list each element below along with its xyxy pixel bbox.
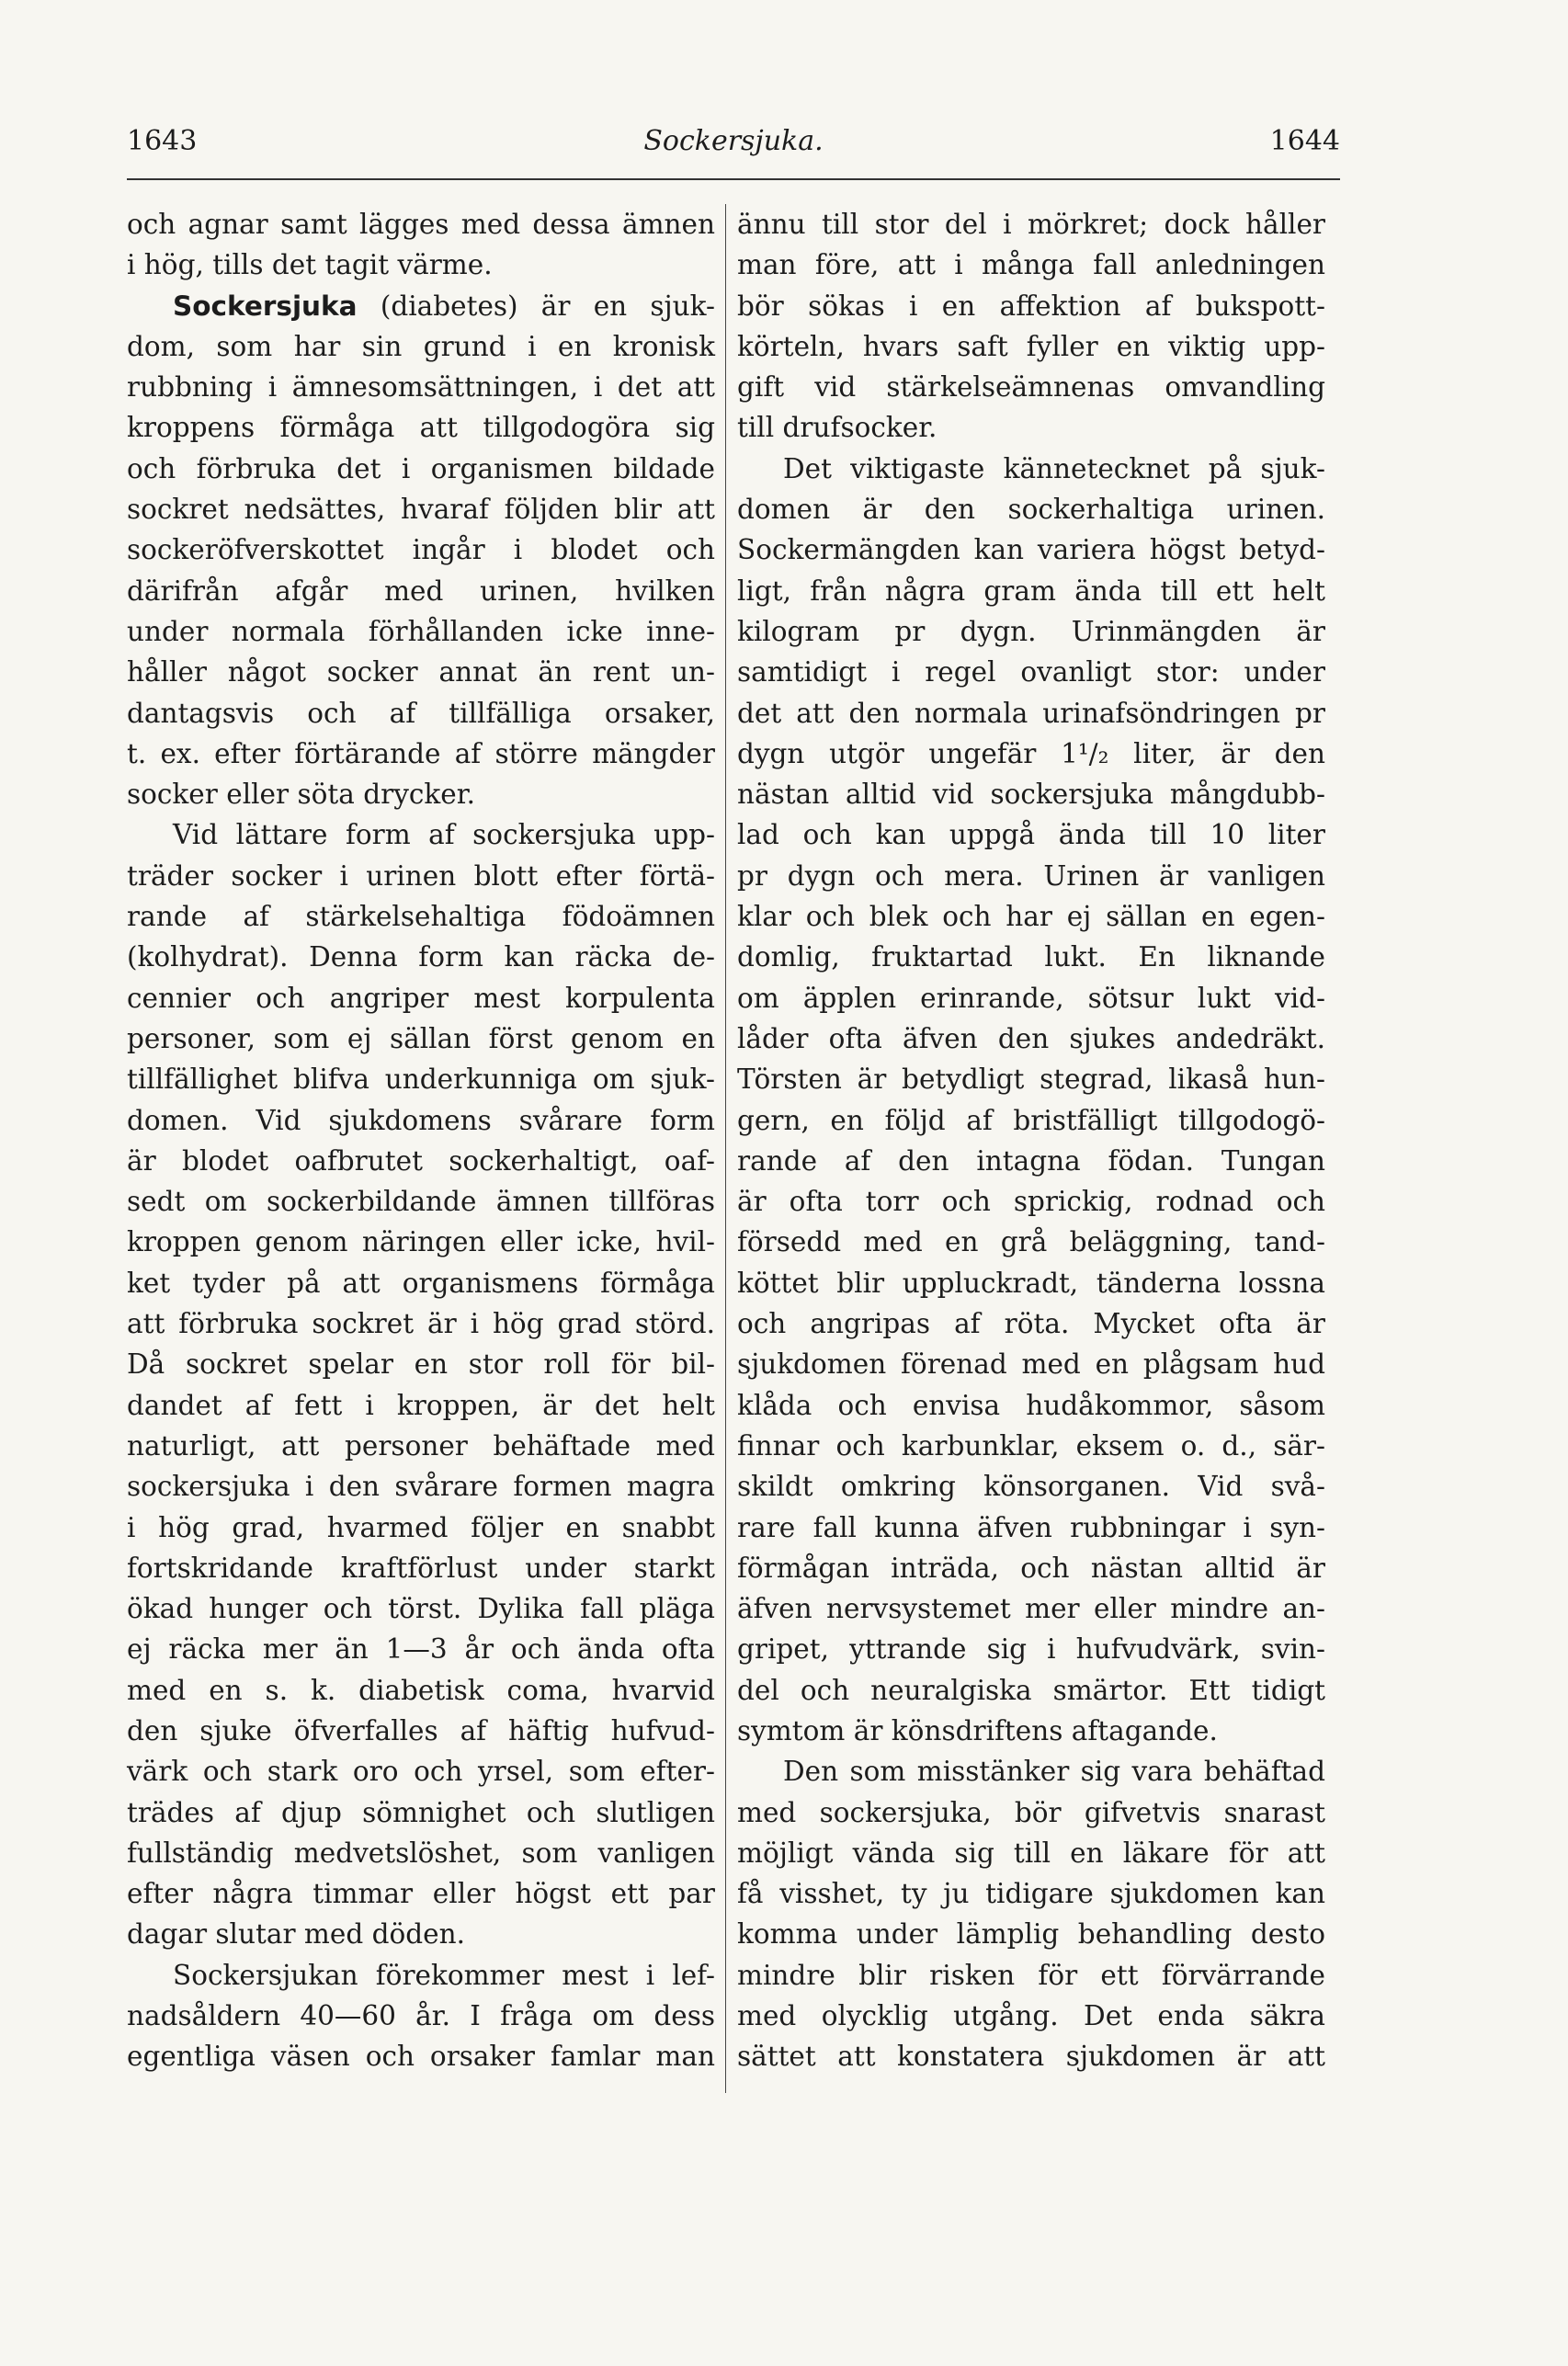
text-line bbox=[737, 1670, 1325, 1711]
text-line bbox=[127, 367, 715, 407]
line-text: klar och blek och har ej sällan en egen- bbox=[737, 901, 1325, 933]
text-line bbox=[127, 1263, 715, 1303]
line-text: försedd med en grå beläggning, tand- bbox=[737, 1226, 1325, 1258]
text-line bbox=[737, 1873, 1325, 1914]
text-line bbox=[737, 1833, 1325, 1873]
text-line bbox=[737, 407, 1325, 448]
line-text: med sockersjuka, bör gifvetvis snarast bbox=[737, 1796, 1325, 1828]
line-text: dagar slutar med döden. bbox=[127, 1918, 465, 1951]
line-text: domen är den sockerhaltiga urinen. bbox=[737, 494, 1325, 526]
text-line bbox=[127, 245, 715, 285]
text-line bbox=[127, 2036, 715, 2076]
line-text: mindre blir risken för ett förvärrande bbox=[737, 1959, 1325, 1991]
line-text: gripet, yttrande sig i hufvudvärk, svin- bbox=[737, 1633, 1325, 1666]
text-line bbox=[127, 774, 715, 814]
text-line bbox=[127, 937, 715, 977]
line-text: dandet af fett i kroppen, är det helt bbox=[127, 1389, 715, 1421]
line-text: sockersjuka i den svårare formen magra bbox=[127, 1471, 715, 1503]
text-line bbox=[127, 1873, 715, 1914]
text-line bbox=[127, 529, 715, 570]
line-text: Sockermängden kan variera högst betyd- bbox=[737, 534, 1325, 566]
line-text: få visshet, ty ju tidigare sjukdomen kan bbox=[737, 1878, 1325, 1910]
line-text: Det viktigaste kännetecknet på sjuk- bbox=[783, 452, 1325, 484]
line-text: finnar och karbunklar, eksem o. d., sär- bbox=[737, 1429, 1325, 1462]
line-text: och förbruka det i organismen bildade bbox=[127, 452, 715, 484]
line-text: nästan alltid vid sockersjuka mångdubb- bbox=[737, 779, 1325, 811]
left-page-number: 1643 bbox=[127, 125, 198, 157]
column-divider bbox=[725, 204, 726, 2093]
line-text: sättet att konstatera sjukdomen är att bbox=[737, 2041, 1325, 2073]
text-line bbox=[127, 1303, 715, 1344]
line-text: det att den normala urinafsöndringen pr bbox=[737, 697, 1325, 729]
text-line bbox=[737, 611, 1325, 652]
text-line bbox=[737, 1344, 1325, 1384]
text-line bbox=[127, 978, 715, 1018]
text-line bbox=[127, 1792, 715, 1833]
text-line bbox=[127, 571, 715, 611]
text-line bbox=[127, 1466, 715, 1507]
text-line bbox=[127, 1385, 715, 1426]
text-line bbox=[127, 326, 715, 367]
line-text: t. ex. efter förtärande af större mängder bbox=[127, 737, 715, 769]
line-text: Vid lättare form af sockersjuka upp- bbox=[173, 819, 715, 851]
text-line bbox=[127, 204, 715, 245]
line-text: domen. Vid sjukdomens svårare form bbox=[127, 1104, 715, 1136]
text-line bbox=[737, 571, 1325, 611]
text-line bbox=[127, 1507, 715, 1548]
line-text: ej räcka mer än 1—3 år och ända ofta bbox=[127, 1633, 715, 1666]
text-line bbox=[737, 1751, 1325, 1792]
text-line bbox=[737, 1385, 1325, 1426]
text-line bbox=[737, 652, 1325, 692]
text-line bbox=[127, 734, 715, 774]
text-line bbox=[737, 937, 1325, 977]
line-text: ket tyder på att organismens förmåga bbox=[127, 1267, 715, 1299]
text-line bbox=[737, 1466, 1325, 1507]
line-text: bör sökas i en affektion af bukspott- bbox=[737, 290, 1325, 322]
line-text: nadsåldern 40—60 år. I fråga om dess bbox=[127, 2000, 715, 2032]
line-text: och agnar samt lägges med dessa ämnen bbox=[127, 209, 715, 240]
line-text: Den som misstänker sig vara behäftad bbox=[783, 1756, 1325, 1788]
text-line bbox=[737, 204, 1325, 245]
line-text: träder socker i urinen blott efter förtä- bbox=[127, 859, 715, 892]
text-line bbox=[737, 978, 1325, 1018]
text-line bbox=[127, 1629, 715, 1669]
line-text: rande af stärkelsehaltiga födoämnen bbox=[127, 901, 715, 933]
text-line bbox=[737, 245, 1325, 285]
line-text: rande af den intagna födan. Tungan bbox=[737, 1144, 1325, 1177]
text-line bbox=[127, 1711, 715, 1751]
text-line bbox=[737, 1996, 1325, 2036]
line-text: kroppens förmåga att tillgodogöra sig bbox=[127, 412, 715, 444]
line-text: Sockersjukan förekommer mest i lef- bbox=[173, 1959, 715, 1991]
text-line bbox=[737, 1263, 1325, 1303]
text-line bbox=[127, 1344, 715, 1384]
line-text: man före, att i många fall anledningen bbox=[737, 249, 1325, 281]
line-text: äfven nervsystemet mer eller mindre an- bbox=[737, 1593, 1325, 1625]
line-text: del och neuralgiska smärtor. Ett tidigt bbox=[737, 1674, 1325, 1706]
line-text: (kolhydrat). Denna form kan räcka de- bbox=[127, 941, 715, 973]
text-line bbox=[737, 814, 1325, 855]
text-line bbox=[127, 1670, 715, 1711]
line-text: dom, som har sin grund i en kronisk bbox=[127, 330, 715, 362]
line-text: rubbning i ämnesomsättningen, i det att bbox=[127, 371, 715, 404]
line-text: lad och kan uppgå ända till 10 liter bbox=[737, 819, 1325, 851]
text-line bbox=[127, 1059, 715, 1099]
text-line bbox=[127, 814, 715, 855]
line-text: till drufsocker. bbox=[737, 412, 937, 444]
line-text: möjligt vända sig till en läkare för att bbox=[737, 1837, 1325, 1869]
text-line bbox=[127, 1955, 715, 1996]
line-text: låder ofta äfven den sjukes andedräkt. bbox=[737, 1022, 1325, 1054]
text-line bbox=[737, 1792, 1325, 1833]
line-text: ligt, från några gram ända till ett helt bbox=[737, 574, 1325, 607]
line-text: att förbruka sockret är i hög grad störd. bbox=[127, 1308, 715, 1340]
line-text: symtom är könsdriftens aftagande. bbox=[737, 1714, 1218, 1746]
line-text: sjukdomen förenad med en plågsam hud bbox=[737, 1348, 1325, 1381]
line-text: är ofta torr och sprickig, rodnad och bbox=[737, 1186, 1325, 1218]
text-line bbox=[127, 407, 715, 448]
line-text: kroppen genom näringen eller icke, hvil- bbox=[127, 1226, 715, 1258]
text-line bbox=[737, 286, 1325, 326]
line-text: körteln, hvars saft fyller en viktig upp- bbox=[737, 330, 1325, 362]
text-line bbox=[737, 1222, 1325, 1262]
line-text: rare fall kunna äfven rubbningar i syn- bbox=[737, 1511, 1325, 1543]
text-line bbox=[737, 1629, 1325, 1669]
line-text: cennier och angriper mest korpulenta bbox=[127, 982, 715, 1014]
text-line bbox=[127, 1548, 715, 1588]
line-text: om äpplen erinrande, sötsur lukt vid- bbox=[737, 982, 1325, 1014]
line-text: pr dygn och mera. Urinen är vanligen bbox=[737, 859, 1325, 892]
right-page-number: 1644 bbox=[1269, 125, 1340, 157]
line-text: är blodet oafbrutet sockerhaltigt, oaf- bbox=[127, 1144, 715, 1177]
line-text: Törsten är betydligt stegrad, likaså hun- bbox=[737, 1064, 1325, 1096]
right-column bbox=[737, 204, 1325, 2077]
line-text: ökad hunger och törst. Dylika fall pläga bbox=[127, 1593, 715, 1625]
line-text: värk och stark oro och yrsel, som efter- bbox=[127, 1756, 715, 1788]
line-text: kilogram pr dygn. Urinmängden är bbox=[737, 615, 1325, 647]
line-text: sockret nedsättes, hvaraf följden blir att bbox=[127, 494, 715, 526]
line-text: gift vid stärkelseämnenas omvandling bbox=[737, 371, 1325, 404]
line-text: gern, en följd af bristfälligt tillgodogö- bbox=[737, 1104, 1325, 1136]
line-text: efter några timmar eller högst ett par bbox=[127, 1878, 715, 1910]
entry-headword: Sockersjuka bbox=[173, 290, 358, 322]
text-line bbox=[737, 326, 1325, 367]
line-text: köttet blir uppluckradt, tänderna lossna bbox=[737, 1267, 1325, 1299]
line-text: naturligt, att personer behäftade med bbox=[127, 1429, 715, 1462]
text-line bbox=[737, 1100, 1325, 1141]
text-line bbox=[737, 1588, 1325, 1629]
text-line bbox=[127, 1914, 715, 1954]
text-line bbox=[127, 489, 715, 529]
text-line bbox=[127, 1222, 715, 1262]
line-text: i hög, tills det tagit värme. bbox=[127, 249, 493, 281]
text-line bbox=[737, 1141, 1325, 1181]
line-text: sockeröfverskottet ingår i blodet och bbox=[127, 534, 715, 566]
text-line bbox=[127, 1426, 715, 1466]
line-text: dantagsvis och af tillfälliga orsaker, bbox=[127, 697, 715, 729]
text-line bbox=[737, 693, 1325, 734]
line-text: (diabetes) är en sjuk- bbox=[357, 290, 715, 322]
line-text: domlig, fruktartad lukt. En liknande bbox=[737, 941, 1325, 973]
text-line bbox=[737, 856, 1325, 896]
line-text: med olycklig utgång. Det enda säkra bbox=[737, 2000, 1325, 2032]
text-line bbox=[737, 896, 1325, 937]
header-rule bbox=[127, 178, 1340, 180]
line-text: egentliga väsen och orsaker famlar man bbox=[127, 2041, 715, 2073]
line-text: den sjuke öfverfalles af häftig hufvud- bbox=[127, 1714, 715, 1746]
text-line bbox=[737, 2036, 1325, 2076]
text-line bbox=[127, 1100, 715, 1141]
line-text: Då sockret spelar en stor roll för bil- bbox=[127, 1348, 715, 1381]
line-text: komma under lämplig behandling desto bbox=[737, 1918, 1325, 1951]
line-text: tillfällighet blifva underkunniga om sjuk- bbox=[127, 1064, 715, 1096]
text-line bbox=[737, 1914, 1325, 1954]
text-line bbox=[127, 1833, 715, 1873]
text-line bbox=[737, 449, 1325, 489]
text-line bbox=[737, 529, 1325, 570]
text-line bbox=[127, 1996, 715, 2036]
line-text: skildt omkring könsorganen. Vid svå- bbox=[737, 1471, 1325, 1503]
line-text: under normala förhållanden icke inne- bbox=[127, 615, 715, 647]
text-line bbox=[737, 734, 1325, 774]
text-line bbox=[737, 1426, 1325, 1466]
text-line bbox=[127, 286, 715, 326]
line-text: fullständig medvetslöshet, som vanligen bbox=[127, 1837, 715, 1869]
text-line bbox=[127, 1751, 715, 1792]
left-column bbox=[127, 204, 715, 2077]
line-text: i hög grad, hvarmed följer en snabbt bbox=[127, 1511, 715, 1543]
line-text: håller något socker annat än rent un- bbox=[127, 656, 715, 688]
line-text: samtidigt i regel ovanligt stor: under bbox=[737, 656, 1325, 688]
line-text: personer, som ej sällan först genom en bbox=[127, 1022, 715, 1054]
line-text: med en s. k. diabetisk coma, hvarvid bbox=[127, 1674, 715, 1706]
line-text: fortskridande kraftförlust under starkt bbox=[127, 1552, 715, 1584]
running-title: Sockersjuka. bbox=[643, 125, 824, 157]
text-line bbox=[737, 1548, 1325, 1588]
text-line bbox=[127, 856, 715, 896]
text-line bbox=[737, 1303, 1325, 1344]
text-line bbox=[737, 367, 1325, 407]
line-text: dygn utgör ungefär 1¹/₂ liter, är den bbox=[737, 737, 1325, 769]
line-text: sedt om sockerbildande ämnen tillföras bbox=[127, 1186, 715, 1218]
line-text: och angripas af röta. Mycket ofta är bbox=[737, 1308, 1325, 1340]
text-line bbox=[127, 1181, 715, 1222]
text-line bbox=[737, 1955, 1325, 1996]
text-line bbox=[737, 1059, 1325, 1099]
text-line bbox=[127, 652, 715, 692]
line-text: socker eller söta drycker. bbox=[127, 779, 475, 811]
text-line bbox=[737, 489, 1325, 529]
text-line bbox=[127, 896, 715, 937]
text-line bbox=[737, 1181, 1325, 1222]
line-text: klåda och envisa hudåkommor, såsom bbox=[737, 1389, 1325, 1421]
text-line bbox=[737, 774, 1325, 814]
text-line bbox=[127, 1588, 715, 1629]
text-line bbox=[127, 1141, 715, 1181]
line-text: därifrån afgår med urinen, hvilken bbox=[127, 574, 715, 607]
page-header bbox=[127, 125, 1340, 171]
text-line bbox=[127, 611, 715, 652]
text-line bbox=[737, 1507, 1325, 1548]
text-line bbox=[127, 1018, 715, 1059]
text-line bbox=[127, 693, 715, 734]
text-line bbox=[127, 449, 715, 489]
line-text: trädes af djup sömnighet och slutligen bbox=[127, 1796, 715, 1828]
line-text: ännu till stor del i mörkret; dock håller bbox=[737, 209, 1325, 240]
line-text: förmågan inträda, och nästan alltid är bbox=[737, 1552, 1325, 1584]
text-line bbox=[737, 1018, 1325, 1059]
text-line bbox=[737, 1711, 1325, 1751]
